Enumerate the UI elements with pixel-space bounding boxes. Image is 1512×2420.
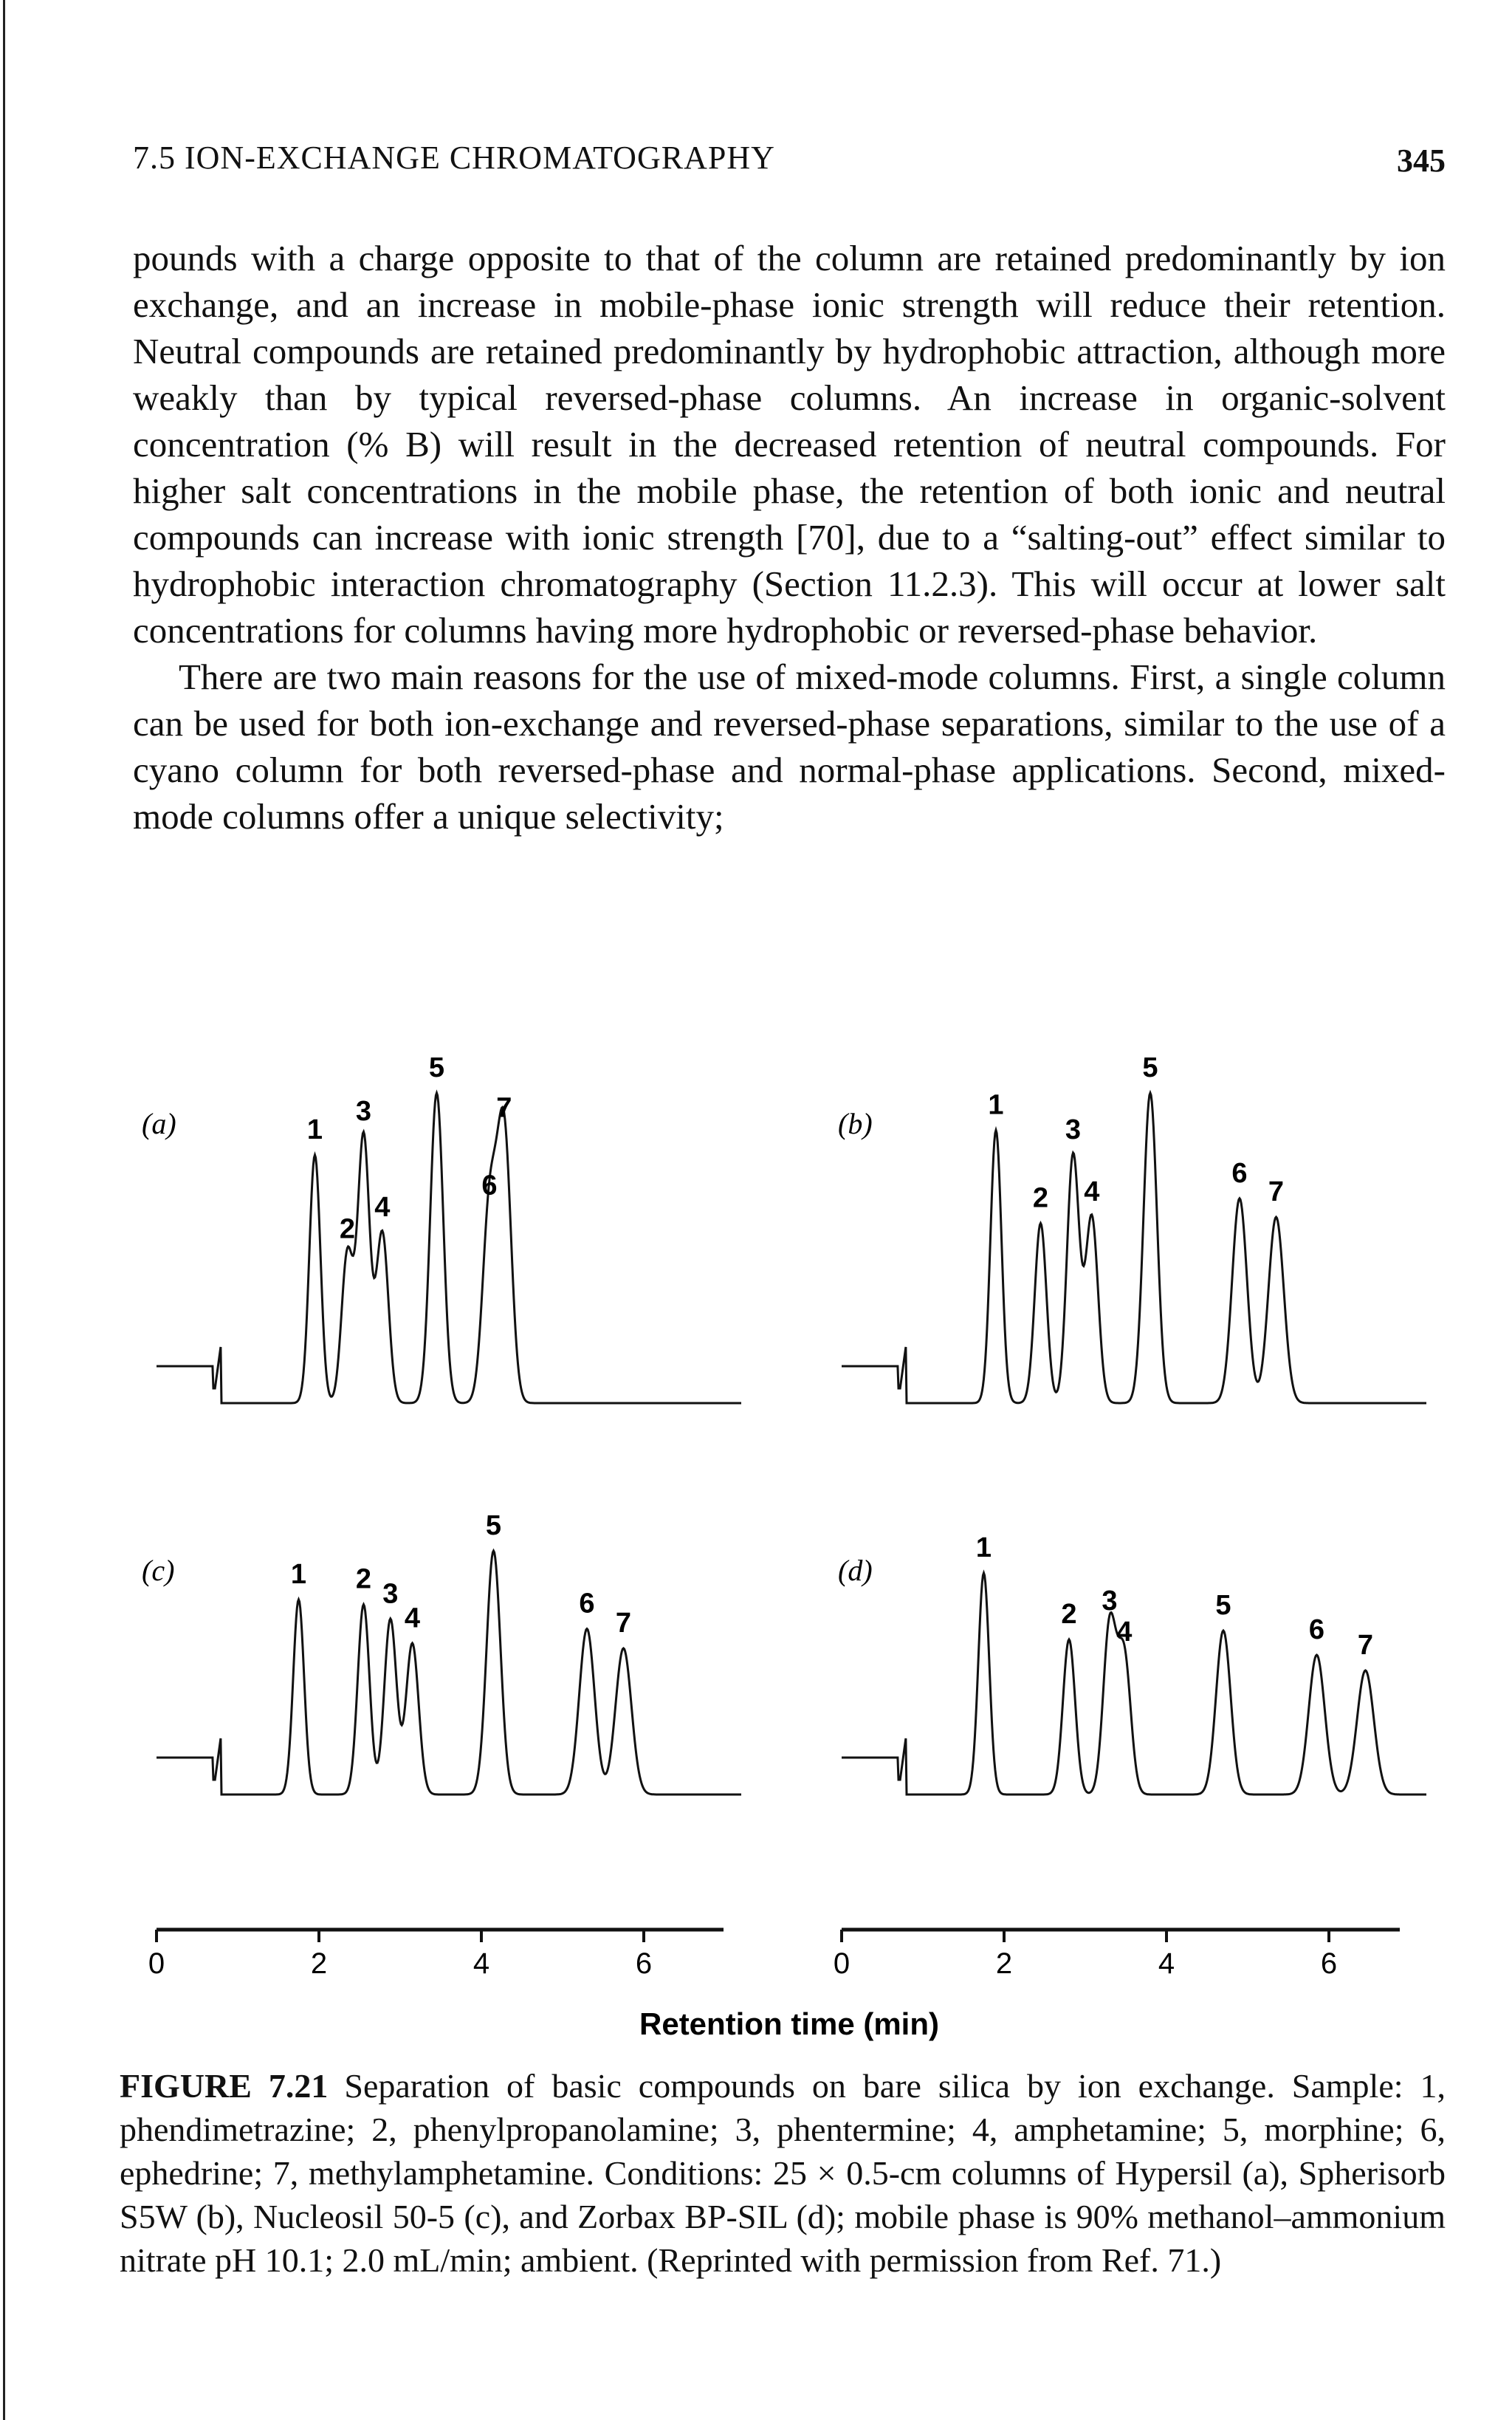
chromatogram-trace [157,1551,741,1795]
figure-caption [120,2064,1446,2282]
x-tick-label: 0 [148,1947,165,1980]
peak-label: 5 [1215,1590,1231,1621]
peak-label: 3 [1102,1586,1118,1617]
panel-label: (c) [142,1554,175,1587]
body-text [133,235,1446,840]
chromatogram-panel [838,1532,1426,1795]
panel-label: (a) [142,1107,176,1140]
running-header [133,139,1446,183]
peak-label: 6 [579,1588,595,1619]
section-title: 7.5 ION-EXCHANGE CHROMATOGRAPHY [133,140,775,176]
peak-label: 7 [615,1608,632,1639]
x-tick-label: 4 [1158,1947,1175,1980]
peak-label: 7 [1357,1630,1374,1661]
peak-label: 7 [1268,1176,1285,1207]
panel-label: (b) [838,1107,873,1140]
x-tick-label: 6 [635,1947,653,1980]
peak-label: 4 [1084,1176,1100,1207]
peak-label: 4 [374,1192,391,1223]
peak-label: 2 [1061,1599,1077,1630]
peak-label: 2 [355,1563,372,1595]
x-tick-label: 4 [472,1947,490,1980]
peak-label: 2 [1032,1182,1049,1214]
figure-chromatograms [133,1049,1446,2053]
peak-label: 3 [382,1578,399,1610]
x-tick-label: 6 [1320,1947,1338,1980]
peak-label: 5 [428,1052,445,1083]
peak-label: 6 [1308,1614,1325,1645]
peak-label: 4 [1116,1617,1133,1648]
x-axis-label: Retention time (min) [639,2006,939,2041]
peak-label: 1 [975,1532,992,1563]
x-tick-label: 2 [310,1947,328,1980]
peak-label: 7 [496,1092,512,1124]
chromatogram-panel [142,1510,741,1795]
chromatogram-panel [838,1052,1426,1403]
chromatogram-figure [133,1049,1446,2053]
peak-label: 1 [290,1559,307,1590]
page-edge-rule [3,0,5,2420]
x-tick-label: 0 [833,1947,850,1980]
chromatogram-trace [157,1093,741,1403]
x-tick-label: 2 [995,1947,1013,1980]
paragraph: There are two main reasons for the use of mixed-mode columns. First, a single column can be used for both ion-exchange and reversed-phase separations, similar to the use of a cyano column for both reversed-phase and normal-phase applications. Second, mixed-mode columns offer a unique selectivity; [133,657,1446,837]
peak-label: 5 [1142,1052,1158,1083]
peak-label: 4 [404,1603,421,1634]
paragraph: pounds with a charge opposite to that of the column are retained predominantly by ion exchange, and an increase in mobile-phase ionic strength will reduce their retention. Neutral compounds are retained predominantly by hydrophobic attraction, although more weakly than by typical reversed-phase columns. An increase in organic-solvent concentration (% B) will result in the decreased retention of neutral compounds. For higher salt concentrations in the mobile phase, the retention of both ionic and neutral compounds can increase with ionic strength [70], due to a “salting-out” effect similar to hydrophobic interaction chromatography (Section 11.2.3). This will occur at lower salt concentrations for columns having more hydrophobic or reversed-phase behavior. [133,238,1446,651]
peak-label: 3 [355,1095,372,1127]
peak-label: 6 [1231,1157,1248,1189]
chromatogram-panel [142,1052,741,1403]
peak-label: 2 [339,1213,356,1245]
chromatogram-trace [842,1093,1426,1403]
peak-label: 3 [1065,1114,1082,1145]
chromatogram-trace [842,1573,1426,1795]
page-number: 345 [1397,143,1446,179]
panel-label: (d) [838,1554,873,1587]
caption-text: Separation of basic compounds on bare silica by ion exchange. Sample: 1, phendimetrazine; 2, phenylpropanolamine; 3, phentermine; 4, amphetamine; 5, morphine; 6, ephedrine; 7, methylamphetamine. Conditions: 25 × 0.5-cm columns of Hypersil (a), Spherisorb S5W (b), Nucleosil 50-5 (c), and Zorbax BP-SIL (d); mobile phase is 90% methanol–ammonium nitrate pH 10.1; 2.0 mL/min; ambient. (Reprinted with permission from Ref. 71.) [120,2067,1446,2279]
figure-label: FIGURE 7.21 [120,2067,329,2105]
peak-label: 1 [306,1114,323,1145]
peak-label: 6 [481,1170,498,1202]
peak-label: 1 [988,1089,1004,1121]
peak-label: 5 [485,1510,502,1541]
